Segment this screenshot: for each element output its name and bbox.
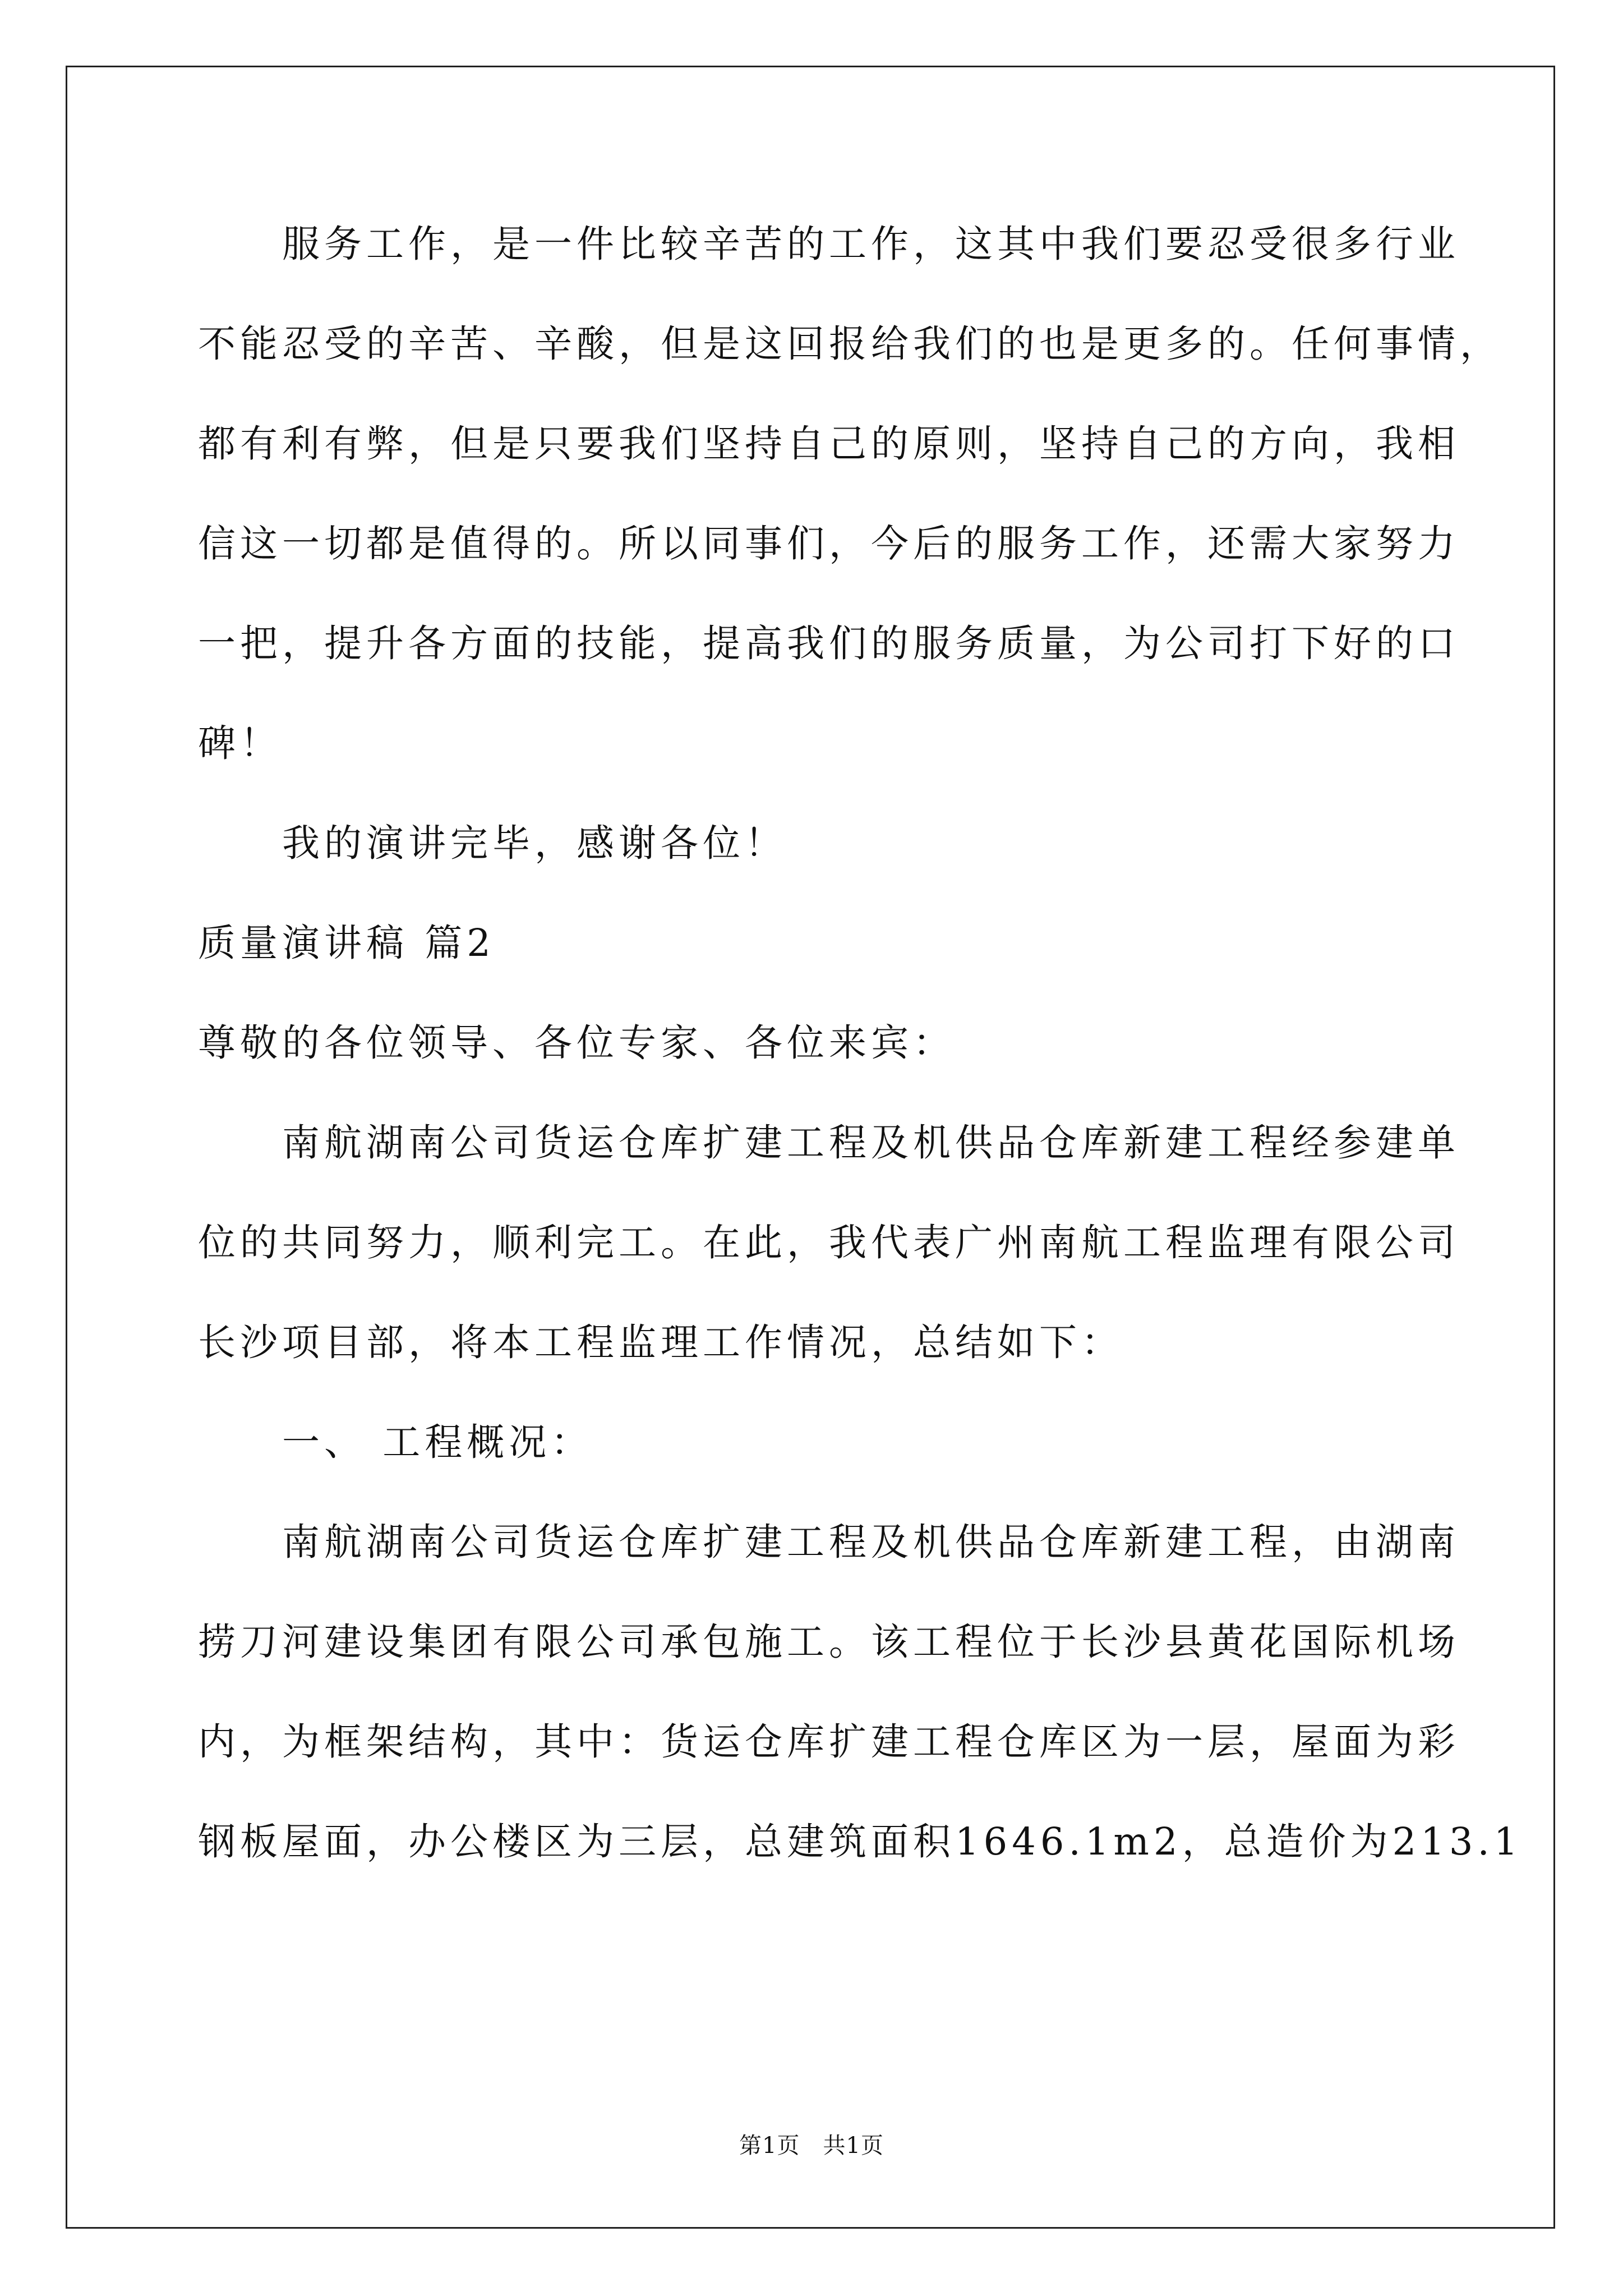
paragraph-line: 内，为框架结构，其中：货运仓库扩建工程仓库区为一层，屋面为彩: [198, 1720, 1460, 1764]
section-heading: 质量演讲稿 篇2: [198, 921, 495, 965]
page-footer: 第1页 共1页: [739, 2133, 884, 2159]
paragraph-line: 服务工作，是一件比较辛苦的工作，这其中我们要忍受很多行业: [282, 222, 1460, 266]
subsection-heading: 一、 工程概况：: [282, 1420, 593, 1464]
salutation: 尊敬的各位领导、各位专家、各位来宾：: [198, 1021, 955, 1065]
paragraph-line: 不能忍受的辛苦、辛酸，但是这回报给我们的也是更多的。任何事情，: [198, 322, 1502, 366]
closing-line: 我的演讲完毕，感谢各位！: [282, 821, 787, 865]
paragraph-line: 一把，提升各方面的技能，提高我们的服务质量，为公司打下好的口: [198, 622, 1460, 665]
paragraph-line: 南航湖南公司货运仓库扩建工程及机供品仓库新建工程，由湖南: [282, 1520, 1460, 1564]
paragraph-line: 钢板屋面，办公楼区为三层，总建筑面积1646.1m2，总造价为213.1: [198, 1820, 1523, 1864]
paragraph-line: 都有利有弊，但是只要我们坚持自己的原则，坚持自己的方向，我相: [198, 422, 1460, 466]
paragraph-line: 碑！: [198, 721, 282, 765]
paragraph-line: 长沙项目部，将本工程监理工作情况，总结如下：: [198, 1320, 1123, 1364]
paragraph-line: 南航湖南公司货运仓库扩建工程及机供品仓库新建工程经参建单: [282, 1121, 1460, 1165]
paragraph-line: 位的共同努力，顺利完工。在此，我代表广州南航工程监理有限公司: [198, 1221, 1460, 1264]
paragraph-line: 捞刀河建设集团有限公司承包施工。该工程位于长沙县黄花国际机场: [198, 1620, 1460, 1664]
paragraph-line: 信这一切都是值得的。所以同事们，今后的服务工作，还需大家努力: [198, 522, 1460, 565]
